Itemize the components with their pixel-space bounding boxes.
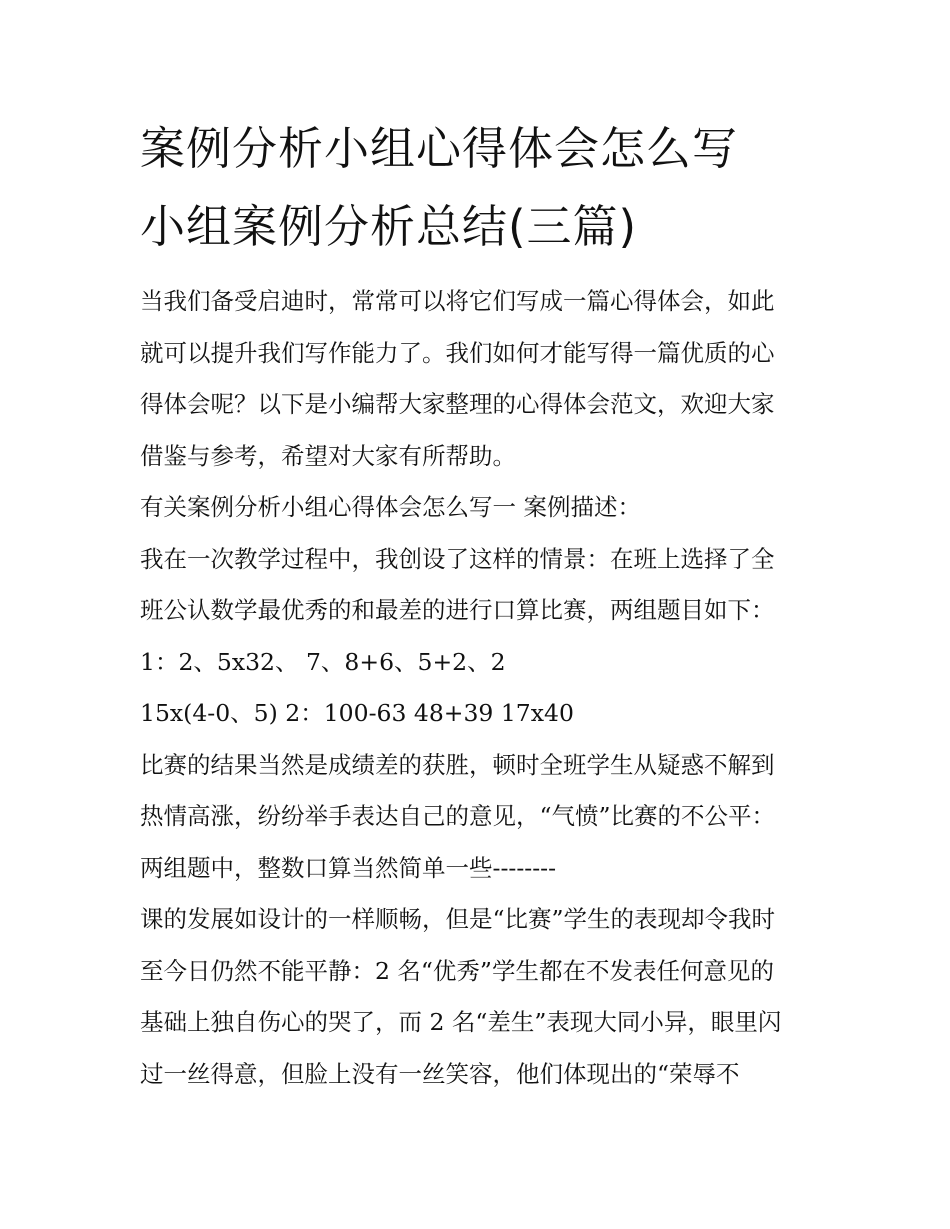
document-title	[140, 110, 815, 266]
document-page	[140, 110, 815, 1100]
body-line-16: 过一丝得意，但脸上没有一丝笑容，他们体现出的“荣辱不	[140, 1059, 740, 1088]
title-line-1: 案例分析小组心得体会怎么写	[140, 122, 739, 175]
math-problems-line-1: 1：2、5x32、 7、8+6、5+2、2	[140, 647, 506, 676]
title-line-2: 小组案例分析总结(三篇)	[140, 200, 638, 253]
math-problems-line-2: 15x(4-0、5) 2：100-63 48+39 17x40	[140, 699, 574, 727]
document-body	[140, 276, 815, 1100]
body-line-12: 两组题中，整数口算当然简单一些--------	[140, 853, 557, 882]
body-line-11: 热情高涨，纷纷举手表达自己的意见，“气愤”比赛的不公平：	[140, 802, 776, 830]
body-line-14: 至今日仍然不能平静：2 名“优秀”学生都在不发表任何意见的	[140, 956, 774, 985]
section-heading-line: 有关案例分析小组心得体会怎么写一 案例描述：	[140, 493, 641, 521]
body-line-10: 比赛的结果当然是成绩差的获胜，顿时全班学生从疑惑不解到	[140, 750, 775, 779]
body-line-1: 当我们备受启迪时，常常可以将它们写成一篇心得体会，如此	[140, 287, 775, 315]
body-line-15: 基础上独自伤心的哭了，而 2 名“差生”表现大同小异，眼里闪	[140, 1008, 782, 1036]
body-line-3: 得体会呢？以下是小编帮大家整理的心得体会范文，欢迎大家	[140, 390, 775, 418]
body-line-13: 课的发展如设计的一样顺畅，但是“比赛”学生的表现却令我时	[140, 905, 776, 933]
body-line-2: 就可以提升我们写作能力了。我们如何才能写得一篇优质的心	[140, 338, 775, 367]
body-line-4: 借鉴与参考，希望对大家有所帮助。	[140, 441, 516, 470]
body-line-7: 班公认数学最优秀的和最差的进行口算比赛，两组题目如下：	[140, 596, 775, 624]
body-line-6: 我在一次教学过程中，我创设了这样的情景：在班上选择了全	[140, 544, 775, 573]
